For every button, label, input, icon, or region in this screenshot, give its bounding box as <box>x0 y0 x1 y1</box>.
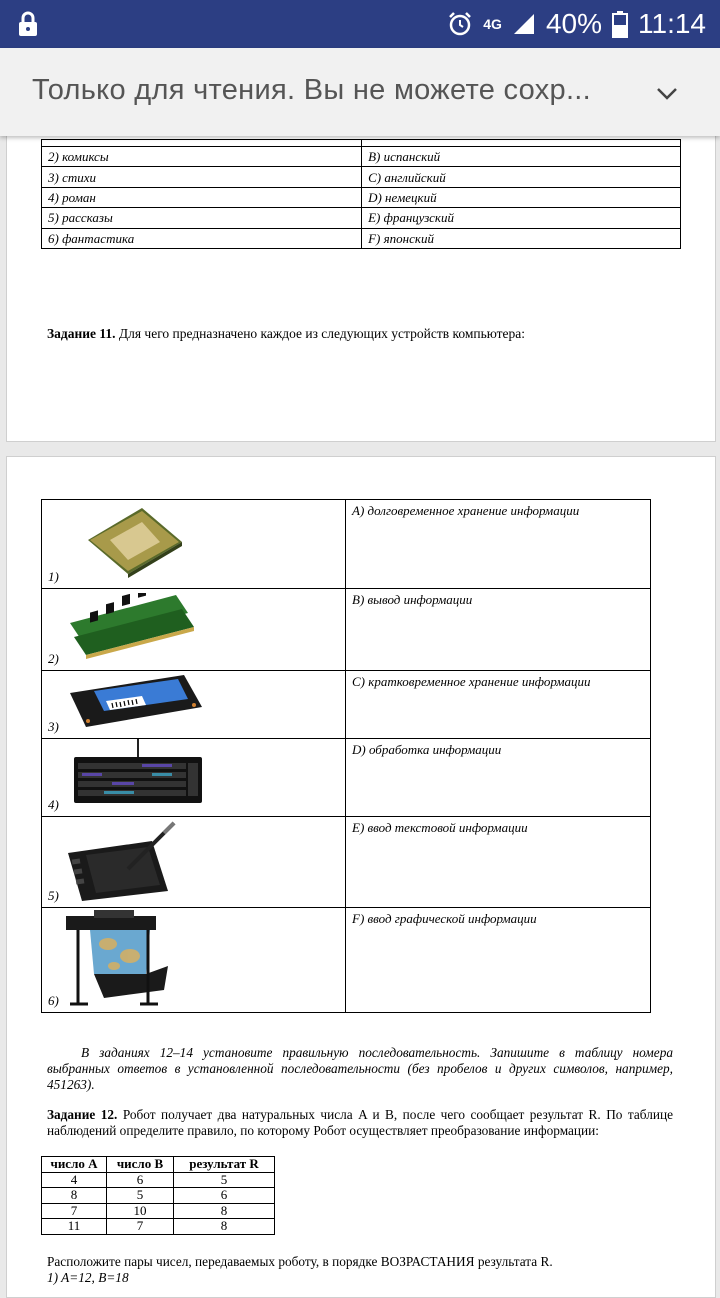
table-row <box>42 908 651 1013</box>
battery-level: 40% <box>545 8 602 39</box>
robot-observation-table <box>41 1156 275 1235</box>
chevron-down-icon[interactable] <box>654 80 680 106</box>
table-row <box>42 228 681 248</box>
document-page-1 <box>6 100 716 442</box>
device-image-cell <box>42 739 346 817</box>
device-image-cell <box>42 500 346 589</box>
device-number: 2) <box>48 651 59 666</box>
table-cell: 5 <box>107 1188 174 1204</box>
table-cell: D) немецкий <box>362 187 681 207</box>
device-description: C) кратковременное хранение информации <box>346 671 651 739</box>
table-row <box>42 739 651 817</box>
table-cell: 5) рассказы <box>42 208 362 228</box>
read-only-message: Только для чтения. Вы не можете сохр... <box>32 74 592 106</box>
table-cell: 6) фантастика <box>42 228 362 248</box>
task-12 <box>47 1107 673 1139</box>
column-header: результат R <box>174 1157 275 1173</box>
task-12-label: Задание 12. <box>47 1107 118 1122</box>
device-image-cell <box>42 817 346 908</box>
device-image-cell <box>42 589 346 671</box>
table-row <box>42 208 681 228</box>
table-header-row <box>42 1157 275 1173</box>
device-image-cell <box>42 671 346 739</box>
pair-option: 1) A=12, B=18 <box>47 1270 129 1285</box>
table-cell: 6 <box>174 1188 275 1204</box>
device-description: D) обработка информации <box>346 739 651 817</box>
plotter-image <box>64 908 174 1008</box>
task-12-text: Робот получает два натуральных числа A и B, после чего сообщает результат R. По таблице наблюдений определите правило, по которому Робот осуществляет преобразование информации: <box>47 1107 673 1138</box>
table-row <box>42 671 651 739</box>
table-cell: E) французский <box>362 208 681 228</box>
table-cell: 8 <box>42 1188 107 1204</box>
table-row <box>42 147 681 167</box>
device-number: 1) <box>48 569 59 584</box>
cpu-image <box>80 502 190 582</box>
table-cell: 4) роман <box>42 187 362 207</box>
table-cell: 7 <box>107 1219 174 1235</box>
device-description: E) ввод текстовой информации <box>346 817 651 908</box>
column-header: число A <box>42 1157 107 1173</box>
table-row <box>42 187 681 207</box>
table-cell: 8 <box>174 1203 275 1219</box>
keyboard-image <box>72 739 212 805</box>
clock: 11:14 <box>638 8 706 39</box>
table-cell: F) японский <box>362 228 681 248</box>
ssd-image <box>66 671 206 731</box>
table-cell: 8 <box>174 1219 275 1235</box>
table-cell: 10 <box>107 1203 174 1219</box>
table-row <box>42 1172 275 1188</box>
table-cell: 4 <box>42 1172 107 1188</box>
table-cell: 7 <box>42 1203 107 1219</box>
table-row <box>42 1188 275 1204</box>
task-11-text: Для чего предназначено каждое из следующих устройств компьютера: <box>115 326 526 341</box>
instructions-paragraph: В заданиях 12–14 установите правильную последовательность. Запишите в таблицу номера выбранных ответов в установленной последовательности (без пробелов и других символов, например, 451263). <box>47 1045 673 1092</box>
table-row <box>42 1203 275 1219</box>
table-row <box>42 167 681 187</box>
status-bar <box>0 0 720 48</box>
table-row <box>42 589 651 671</box>
task-11-label: Задание 11. <box>47 326 116 341</box>
matching-table <box>41 139 681 249</box>
alarm-icon <box>447 11 473 37</box>
table-cell: 2) комиксы <box>42 147 362 167</box>
device-number: 3) <box>48 719 59 734</box>
table-row <box>42 500 651 589</box>
table-row <box>42 817 651 908</box>
document-page-2 <box>6 456 716 1298</box>
device-description: B) вывод информации <box>346 589 651 671</box>
read-only-banner[interactable] <box>0 48 720 136</box>
device-number: 5) <box>48 888 59 903</box>
table-cell: 6 <box>107 1172 174 1188</box>
table-cell: 3) стихи <box>42 167 362 187</box>
column-header: число B <box>107 1157 174 1173</box>
order-instruction: Расположите пары чисел, передаваемых роботу, в порядке ВОЗРАСТАНИЯ результата R. <box>47 1254 553 1269</box>
table-cell: 5 <box>174 1172 275 1188</box>
ram-image <box>66 593 196 663</box>
device-description: F) ввод графической информации <box>346 908 651 1013</box>
graphics-tablet-image <box>64 819 184 903</box>
signal-icon <box>512 12 536 36</box>
device-image-cell <box>42 908 346 1013</box>
device-number: 6) <box>48 993 59 1008</box>
table-cell: B) испанский <box>362 147 681 167</box>
task-11 <box>47 326 525 342</box>
table-cell: 11 <box>42 1219 107 1235</box>
table-cell: C) английский <box>362 167 681 187</box>
device-number: 4) <box>48 797 59 812</box>
devices-table <box>41 499 651 1013</box>
table-row <box>42 1219 275 1235</box>
lock-icon <box>14 10 42 38</box>
network-type: 4G <box>483 16 502 32</box>
device-description: A) долговременное хранение информации <box>346 500 651 589</box>
battery-icon <box>612 10 628 38</box>
table-row <box>42 140 681 147</box>
